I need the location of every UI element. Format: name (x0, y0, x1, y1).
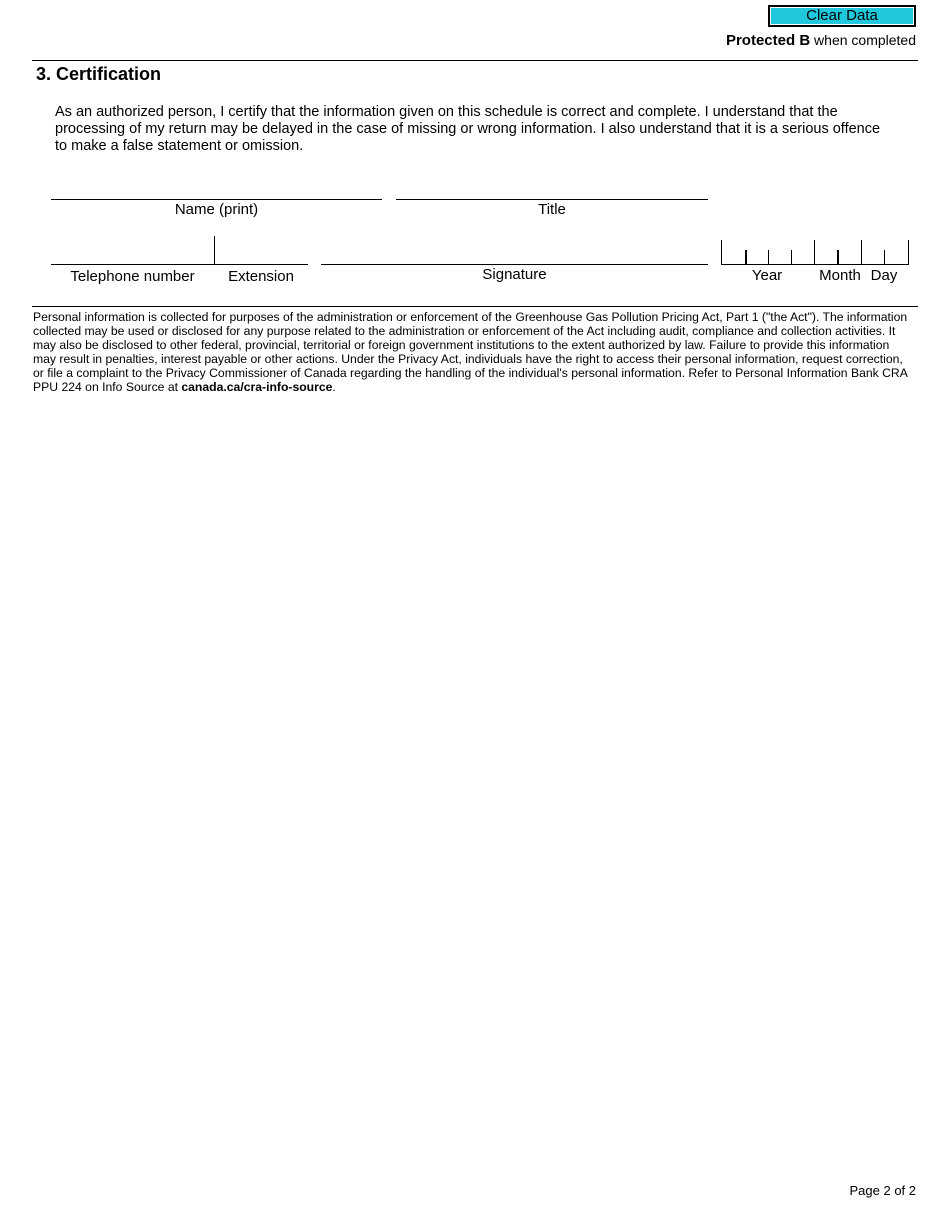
date-tick (721, 240, 722, 265)
date-tick (908, 240, 909, 265)
certification-text: As an authorized person, I certify that the information given on this schedule is correct and complete. I understand that the processing of my return may be delayed in the case of missing or wrong information. I also understand that it is a serious offence to make a false statement or omission. (55, 104, 881, 154)
privacy-divider (32, 306, 918, 307)
date-tick (884, 250, 885, 265)
protected-level: Protected B (725, 32, 811, 49)
info-source-link[interactable]: canada.ca/cra-info-source (181, 380, 333, 394)
date-tick (837, 250, 839, 265)
privacy-end: . (332, 380, 336, 394)
protected-suffix: when completed (810, 32, 916, 48)
date-input[interactable] (721, 240, 909, 265)
date-tick (861, 240, 862, 265)
date-tick (745, 250, 747, 265)
title-input[interactable] (396, 199, 708, 200)
top-divider (32, 60, 918, 61)
clear-data-button[interactable]: Clear Data (768, 5, 916, 27)
extension-label: Extension (228, 268, 294, 285)
privacy-text: Personal information is collected for purposes of the administration or enforcement of the Greenhouse Gas Pollution Pricing Act, Part 1 ("the Act"). The information collected may be used or disclosed for any purpose related to the administration or enforcement of the Act including audit, compliance and collection activities. It may also be disclosed to other federal, provincial, territorial or foreign government institutions to the extent authorized by law. Failure to provide this information may result in penalties, interest payable or other actions. Under the Privacy Act, individuals have the right to access their personal information, request correction, or file a complaint to the Privacy Commissioner of Canada regarding the handling of the individual's personal information. Refer to Personal Information Bank CRA PPU 224 on Info Source at (33, 310, 908, 394)
signature-label: Signature (482, 266, 547, 283)
date-baseline (721, 264, 909, 265)
year-label: Year (751, 267, 783, 284)
date-tick (791, 250, 792, 265)
name-input[interactable] (51, 199, 382, 200)
telephone-extension-separator (214, 236, 215, 264)
privacy-statement (33, 310, 913, 394)
telephone-input[interactable] (51, 264, 308, 265)
section-title: 3. Certification (36, 64, 162, 84)
date-tick (814, 240, 815, 265)
day-label: Day (870, 267, 898, 284)
telephone-label: Telephone number (70, 268, 195, 285)
title-label: Title (538, 201, 566, 218)
signature-input[interactable] (321, 264, 708, 265)
month-label: Month (819, 267, 861, 284)
protected-notice (726, 32, 916, 49)
page-number: Page 2 of 2 (849, 1183, 916, 1198)
name-label: Name (print) (174, 201, 259, 218)
date-tick (768, 250, 769, 265)
